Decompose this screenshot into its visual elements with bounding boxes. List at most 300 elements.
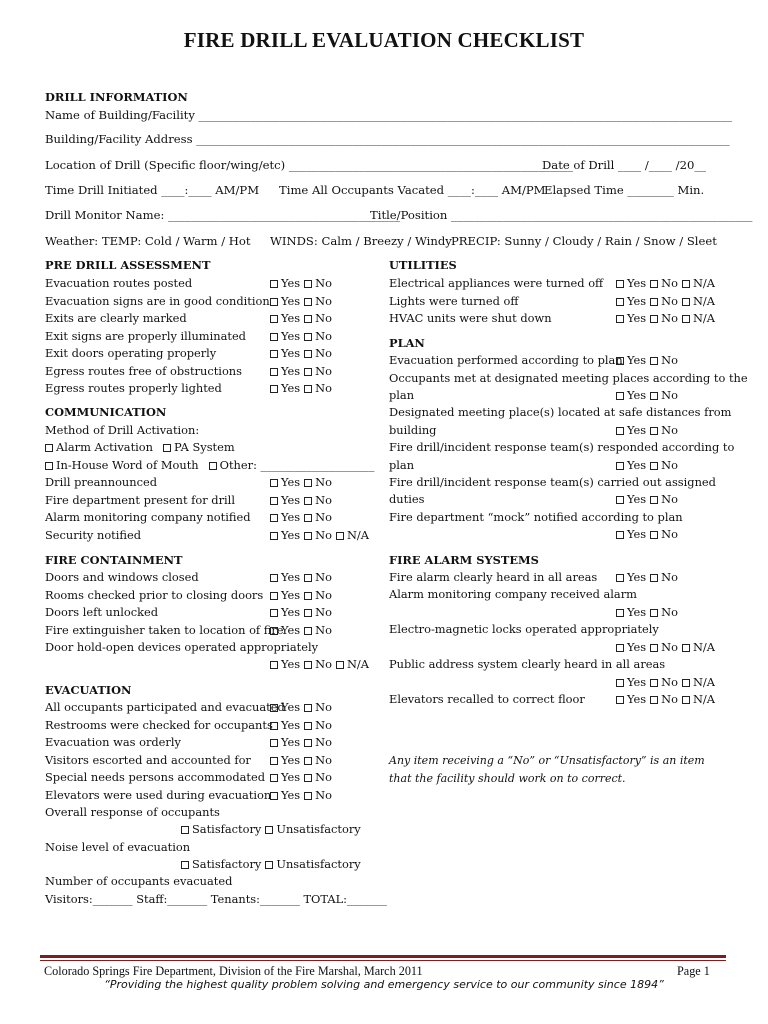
checkbox[interactable] <box>304 774 312 782</box>
checkbox[interactable] <box>650 280 658 288</box>
fire-alarm-item: Elevators recalled to correct floor <box>389 692 585 706</box>
checkbox[interactable] <box>616 531 624 539</box>
noise-level-options-satisfactory[interactable] <box>181 857 261 871</box>
building-name-field[interactable]: Name of Building/Facility ____________________________________________________________________________________________ <box>45 108 732 122</box>
option-label: Yes <box>281 492 301 507</box>
footer-page: Page 1 <box>677 964 710 978</box>
checkbox[interactable] <box>616 496 624 504</box>
pre-drill-options <box>270 364 336 378</box>
fire-alarm-item: Electro-magnetic locks operated appropriately <box>389 622 659 636</box>
fire-alarm-options <box>616 605 682 619</box>
checkbox[interactable] <box>270 722 278 730</box>
communication-options <box>270 493 336 507</box>
checkbox[interactable] <box>650 531 658 539</box>
door-hold-open-options-no[interactable] <box>304 657 332 671</box>
elapsed-time-field[interactable]: Elapsed Time ________ Min. <box>544 183 705 197</box>
checkbox[interactable] <box>650 696 658 704</box>
option-label: N/A <box>346 527 369 542</box>
checkbox[interactable] <box>616 609 624 617</box>
fire-alarm-options-yes[interactable] <box>616 692 646 706</box>
checkbox[interactable] <box>616 392 624 400</box>
plan-options-yes[interactable] <box>616 353 646 367</box>
checkbox[interactable] <box>616 462 624 470</box>
option-label: Yes <box>627 458 647 472</box>
communication-options-no[interactable] <box>304 475 332 489</box>
checkbox[interactable] <box>270 514 278 522</box>
evacuation-options <box>270 753 336 767</box>
time-initiated-field[interactable]: Time Drill Initiated ____:____ AM/PM <box>45 183 260 197</box>
utilities-item: Electrical appliances were turned off <box>389 276 604 290</box>
pre-drill-options-no[interactable] <box>304 276 332 290</box>
weather-winds: WINDS: Calm / Breezy / Windy <box>270 234 452 248</box>
communication-options <box>270 510 336 524</box>
communication-options-yes[interactable] <box>270 493 300 507</box>
utilities-options-no[interactable] <box>650 311 678 325</box>
checkbox[interactable] <box>270 298 278 306</box>
overall-response-options <box>181 822 365 836</box>
utilities-options <box>616 311 719 325</box>
checkbox[interactable] <box>682 679 690 687</box>
option-label: N/A <box>346 657 369 671</box>
evacuation-item: Elevators were used during evacuation <box>45 787 272 802</box>
pa-system-option[interactable] <box>163 440 235 454</box>
checkbox[interactable] <box>616 696 624 704</box>
checkbox[interactable] <box>270 609 278 617</box>
plan-options-no[interactable] <box>650 353 678 367</box>
option-label: Yes <box>281 752 301 767</box>
plan-options <box>616 492 682 506</box>
evacuation-options <box>270 700 336 714</box>
plan-item: Occupants met at designated meeting places according to the <box>389 371 748 385</box>
title-position-field[interactable]: Title/Position ____________________________________________________ <box>370 208 753 222</box>
checkbox[interactable] <box>209 462 217 470</box>
option-label: No <box>661 388 678 402</box>
evacuation-options-no[interactable] <box>304 735 332 749</box>
pre-drill-item: Evacuation signs are in good condition <box>45 293 270 308</box>
evacuation-heading: EVACUATION <box>45 683 132 697</box>
evacuation-options-yes[interactable] <box>270 718 300 732</box>
checkbox[interactable] <box>682 280 690 288</box>
pre-drill-item: Evacuation routes posted <box>45 276 193 290</box>
option-label: No <box>315 787 332 802</box>
fire-containment-options <box>270 605 336 619</box>
checkbox[interactable] <box>270 757 278 765</box>
utilities-options-na[interactable] <box>682 311 715 325</box>
option-label: Yes <box>627 640 647 654</box>
evacuation-options-no[interactable] <box>304 718 332 732</box>
communication-options-no[interactable] <box>304 493 332 507</box>
checkbox[interactable] <box>181 861 189 869</box>
utilities-item: Lights were turned off <box>389 293 519 308</box>
checkbox[interactable] <box>304 479 312 487</box>
checkbox[interactable] <box>616 357 624 365</box>
pre-drill-item: Exit doors operating properly <box>45 346 217 360</box>
option-label: Unsatisfactory <box>276 857 361 871</box>
option-label: Yes <box>627 423 647 437</box>
checkbox[interactable] <box>270 774 278 782</box>
fire-alarm-options-yes[interactable] <box>616 640 646 654</box>
fire-alarm-options-no[interactable] <box>650 570 678 584</box>
checkbox[interactable] <box>265 861 273 869</box>
option-label: Yes <box>627 692 647 706</box>
checkbox[interactable] <box>304 704 312 712</box>
fire-alarm-options-no[interactable] <box>650 605 678 619</box>
checkbox[interactable] <box>304 315 312 323</box>
checkbox[interactable] <box>650 644 658 652</box>
checkbox[interactable] <box>650 679 658 687</box>
checkbox[interactable] <box>304 722 312 730</box>
option-label: Yes <box>281 346 301 360</box>
checkbox[interactable] <box>270 497 278 505</box>
plan-item-cont: building <box>389 423 437 437</box>
utilities-options <box>616 276 719 290</box>
checkbox[interactable] <box>304 532 312 540</box>
option-label: Unsatisfactory <box>276 822 361 836</box>
occupants-count-fields: Visitors:_______ Staff:_______ Tenants:_______ TOTAL:_______ <box>45 892 387 906</box>
option-label: Yes <box>281 570 301 584</box>
other-option[interactable] <box>209 458 375 472</box>
checkbox[interactable] <box>270 704 278 712</box>
checkbox[interactable] <box>270 792 278 800</box>
checkbox[interactable] <box>45 444 53 452</box>
checkbox[interactable] <box>270 333 278 341</box>
option-label: Yes <box>627 527 647 541</box>
fire-alarm-options-na[interactable] <box>682 675 715 689</box>
evacuation-options-yes[interactable] <box>270 700 300 714</box>
checkbox[interactable] <box>304 298 312 306</box>
option-label: No <box>315 328 332 343</box>
door-hold-open-options-na[interactable] <box>336 657 369 671</box>
option-label: Yes <box>627 570 647 584</box>
pre-drill-options-yes[interactable] <box>270 381 300 395</box>
fire-containment-options-no[interactable] <box>304 623 332 637</box>
checkbox[interactable] <box>265 826 273 834</box>
plan-options-no[interactable] <box>650 492 678 506</box>
fire-containment-options-no[interactable] <box>304 588 332 602</box>
evacuation-item: Evacuation was orderly <box>45 735 181 749</box>
checkbox[interactable] <box>650 462 658 470</box>
door-hold-open-options-yes[interactable] <box>270 657 300 671</box>
option-label: No <box>661 692 678 706</box>
checkbox[interactable] <box>270 661 278 669</box>
option-label: Yes <box>627 353 647 367</box>
option-label: Yes <box>627 675 647 689</box>
pre-drill-options-no[interactable] <box>304 346 332 360</box>
option-label: Yes <box>281 787 301 802</box>
drill-date-field[interactable]: Date of Drill ____ /____ /20__ <box>542 158 706 172</box>
evacuation-options-no[interactable] <box>304 753 332 767</box>
checkbox[interactable] <box>616 280 624 288</box>
fire-alarm-options-no[interactable] <box>650 675 678 689</box>
fire-containment-options-no[interactable] <box>304 605 332 619</box>
option-label: Yes <box>281 276 301 290</box>
option-label: No <box>661 675 678 689</box>
checkbox[interactable] <box>270 532 278 540</box>
fire-containment-item: Doors and windows closed <box>45 570 199 584</box>
evacuation-item: Restrooms were checked for occupants <box>45 717 273 732</box>
plan-options-no[interactable] <box>650 527 678 541</box>
option-label: No <box>661 605 678 619</box>
monitor-name-field[interactable]: Drill Monitor Name: ________________________________________ <box>45 208 400 222</box>
pre-drill-options-no[interactable] <box>304 381 332 395</box>
option-label: PA System <box>174 440 235 454</box>
checkbox[interactable] <box>650 609 658 617</box>
option-label: Yes <box>281 475 301 489</box>
communication-options-no[interactable] <box>304 528 332 542</box>
checkbox[interactable] <box>616 644 624 652</box>
checkbox[interactable] <box>650 574 658 582</box>
checkbox[interactable] <box>336 532 344 540</box>
fire-alarm-options-na[interactable] <box>682 692 715 706</box>
pre-drill-options-no[interactable] <box>304 364 332 378</box>
fire-alarm-options-no[interactable] <box>650 692 678 706</box>
pre-drill-options-yes[interactable] <box>270 311 300 325</box>
checkbox[interactable] <box>304 592 312 600</box>
option-label: No <box>315 475 332 489</box>
weather-temp: Weather: TEMP: Cold / Warm / Hot <box>45 234 251 248</box>
evacuation-item: Special needs persons accommodated <box>45 770 266 784</box>
plan-item: Fire drill/incident response team(s) responded according to <box>389 440 735 454</box>
communication-item: Security notified <box>45 527 142 542</box>
checkbox[interactable] <box>270 368 278 376</box>
plan-options-yes[interactable] <box>616 527 646 541</box>
drill-info-heading: DRILL INFORMATION <box>45 90 188 104</box>
checkbox[interactable] <box>304 609 312 617</box>
checkbox[interactable] <box>650 496 658 504</box>
utilities-heading: UTILITIES <box>389 258 457 272</box>
checkbox[interactable] <box>270 479 278 487</box>
option-label: Yes <box>281 717 301 732</box>
option-label: No <box>315 492 332 507</box>
checkbox[interactable] <box>304 333 312 341</box>
fire-alarm-options-na[interactable] <box>682 640 715 654</box>
communication-options-yes[interactable] <box>270 510 300 524</box>
plan-options-yes[interactable] <box>616 458 646 472</box>
checkbox[interactable] <box>163 444 171 452</box>
fire-containment-options-yes[interactable] <box>270 570 300 584</box>
pre-drill-options-no[interactable] <box>304 294 332 308</box>
option-label: N/A <box>692 640 715 654</box>
option-label: Yes <box>281 605 301 619</box>
pre-drill-options-yes[interactable] <box>270 364 300 378</box>
communication-options-no[interactable] <box>304 510 332 524</box>
in-house-option[interactable] <box>45 458 199 472</box>
checkbox[interactable] <box>682 298 690 306</box>
checkbox[interactable] <box>304 574 312 582</box>
overall-response-options-unsatisfactory[interactable] <box>265 822 360 836</box>
footer-rule-thin <box>40 960 726 961</box>
page-title: FIRE DRILL EVALUATION CHECKLIST <box>183 28 585 52</box>
option-label: Yes <box>281 527 301 542</box>
checkbox[interactable] <box>304 739 312 747</box>
plan-item: Evacuation performed according to plan <box>389 353 623 367</box>
option-label: No <box>661 311 678 325</box>
pre-drill-options-no[interactable] <box>304 329 332 343</box>
fire-alarm-options <box>616 675 719 689</box>
checkbox[interactable] <box>650 427 658 435</box>
evacuation-options-yes[interactable] <box>270 770 300 784</box>
pre-drill-options-no[interactable] <box>304 311 332 325</box>
pre-drill-options-yes[interactable] <box>270 294 300 308</box>
evacuation-options-no[interactable] <box>304 770 332 784</box>
fire-containment-options-yes[interactable] <box>270 588 300 602</box>
fire-alarm-options <box>616 570 682 584</box>
checkbox[interactable] <box>270 315 278 323</box>
plan-options-yes[interactable] <box>616 423 646 437</box>
time-vacated-field[interactable]: Time All Occupants Vacated ____:____ AM/PM <box>279 183 546 197</box>
communication-options-yes[interactable] <box>270 528 300 542</box>
evacuation-options-yes[interactable] <box>270 753 300 767</box>
checkbox[interactable] <box>270 385 278 393</box>
option-label: No <box>315 770 332 784</box>
checkbox[interactable] <box>616 315 624 323</box>
pre-drill-item: Exit signs are properly illuminated <box>45 328 246 343</box>
option-label: Yes <box>627 605 647 619</box>
alarm-activation-option[interactable] <box>45 440 153 454</box>
pre-drill-options <box>270 381 336 395</box>
checkbox[interactable] <box>304 385 312 393</box>
checkbox[interactable] <box>304 661 312 669</box>
plan-options-yes[interactable] <box>616 388 646 402</box>
option-label: No <box>315 363 332 378</box>
checkbox[interactable] <box>682 696 690 704</box>
checkbox[interactable] <box>270 592 278 600</box>
footer-org: Colorado Springs Fire Department, Division of the Fire Marshal, March 2011 <box>44 964 423 978</box>
option-label: Yes <box>281 587 301 602</box>
utilities-options-yes[interactable] <box>616 276 646 290</box>
option-label: No <box>315 276 332 290</box>
checkbox[interactable] <box>336 661 344 669</box>
checkbox[interactable] <box>304 350 312 358</box>
plan-item-cont: duties <box>389 492 425 506</box>
option-label: In-House Word of Mouth <box>56 458 199 472</box>
option-label: No <box>315 311 332 325</box>
fire-containment-options-no[interactable] <box>304 570 332 584</box>
option-label: No <box>315 510 332 524</box>
option-label: Satisfactory <box>192 857 262 871</box>
utilities-options-no[interactable] <box>650 294 678 308</box>
communication-options-na[interactable] <box>336 528 369 542</box>
option-label: No <box>661 276 678 290</box>
plan-options <box>616 527 682 541</box>
fire-alarm-options-no[interactable] <box>650 640 678 654</box>
checkbox[interactable] <box>304 280 312 288</box>
option-label: N/A <box>692 276 715 290</box>
fire-containment-heading: FIRE CONTAINMENT <box>45 553 183 567</box>
fire-alarm-options-yes[interactable] <box>616 675 646 689</box>
plan-options-no[interactable] <box>650 423 678 437</box>
checkbox[interactable] <box>270 627 278 635</box>
building-address-field[interactable]: Building/Facility Address ____________________________________________________________________________________________ <box>45 132 730 146</box>
checkbox[interactable] <box>650 315 658 323</box>
fire-containment-options-yes[interactable] <box>270 605 300 619</box>
evacuation-options-yes[interactable] <box>270 788 300 802</box>
checkbox[interactable] <box>304 627 312 635</box>
checkbox[interactable] <box>304 497 312 505</box>
option-label: No <box>315 587 332 602</box>
utilities-options-na[interactable] <box>682 294 715 308</box>
checkbox[interactable] <box>270 574 278 582</box>
fire-alarm-options <box>616 640 719 654</box>
fire-alarm-item: Alarm monitoring company received alarm <box>389 587 637 601</box>
option-label: Yes <box>281 622 301 637</box>
option-label: No <box>315 657 332 671</box>
checkbox[interactable] <box>682 315 690 323</box>
checkbox[interactable] <box>304 757 312 765</box>
checkbox[interactable] <box>650 298 658 306</box>
option-label: N/A <box>692 311 715 325</box>
plan-heading: PLAN <box>389 336 425 350</box>
drill-location-field[interactable]: Location of Drill (Specific floor/wing/etc) _________________________________________________ <box>45 158 573 172</box>
fire-alarm-options <box>616 692 719 706</box>
option-label: No <box>315 752 332 767</box>
utilities-options-na[interactable] <box>682 276 715 290</box>
plan-options <box>616 458 682 472</box>
plan-options-no[interactable] <box>650 388 678 402</box>
checkbox[interactable] <box>270 350 278 358</box>
option-label: N/A <box>692 692 715 706</box>
weather-precip: PRECIP: Sunny / Cloudy / Rain / Snow / Sleet <box>451 234 717 248</box>
communication-options-yes[interactable] <box>270 475 300 489</box>
checkbox[interactable] <box>650 357 658 365</box>
option-label: No <box>315 735 332 749</box>
checkbox[interactable] <box>304 514 312 522</box>
checkbox[interactable] <box>270 280 278 288</box>
evacuation-options-yes[interactable] <box>270 735 300 749</box>
evacuation-options-no[interactable] <box>304 788 332 802</box>
checkbox[interactable] <box>181 826 189 834</box>
overall-response-options-satisfactory[interactable] <box>181 822 261 836</box>
evacuation-options <box>270 718 336 732</box>
checkbox[interactable] <box>304 368 312 376</box>
checkbox[interactable] <box>616 679 624 687</box>
fire-containment-options-yes[interactable] <box>270 623 300 637</box>
utilities-options-yes[interactable] <box>616 294 646 308</box>
checkbox[interactable] <box>650 392 658 400</box>
plan-options-no[interactable] <box>650 458 678 472</box>
pre-drill-options <box>270 329 336 343</box>
checkbox[interactable] <box>270 739 278 747</box>
option-label: Yes <box>281 311 301 325</box>
pre-drill-options-yes[interactable] <box>270 329 300 343</box>
utilities-item: HVAC units were shut down <box>389 311 552 325</box>
noise-level-options-unsatisfactory[interactable] <box>265 857 360 871</box>
checkbox[interactable] <box>682 644 690 652</box>
utilities-options-no[interactable] <box>650 276 678 290</box>
checkbox[interactable] <box>616 298 624 306</box>
evacuation-options-no[interactable] <box>304 700 332 714</box>
utilities-options-yes[interactable] <box>616 311 646 325</box>
occupants-count-label: Number of occupants evacuated <box>45 874 233 888</box>
pre-drill-options-yes[interactable] <box>270 276 300 290</box>
fire-containment-item: Door hold-open devices operated appropriately <box>45 640 319 654</box>
fire-alarm-options-yes[interactable] <box>616 570 646 584</box>
option-label: Yes <box>281 657 301 671</box>
plan-options-yes[interactable] <box>616 492 646 506</box>
checkbox[interactable] <box>616 427 624 435</box>
noise-level-label: Noise level of evacuation <box>45 840 191 854</box>
evacuation-options <box>270 770 336 784</box>
fire-containment-options <box>270 588 336 602</box>
pre-drill-options-yes[interactable] <box>270 346 300 360</box>
option-label: Yes <box>627 492 647 506</box>
checkbox[interactable] <box>616 574 624 582</box>
fire-alarm-options-yes[interactable] <box>616 605 646 619</box>
checkbox[interactable] <box>45 462 53 470</box>
plan-item: Fire drill/incident response team(s) carried out assigned <box>389 475 716 489</box>
checkbox[interactable] <box>304 792 312 800</box>
option-label: N/A <box>692 293 715 308</box>
